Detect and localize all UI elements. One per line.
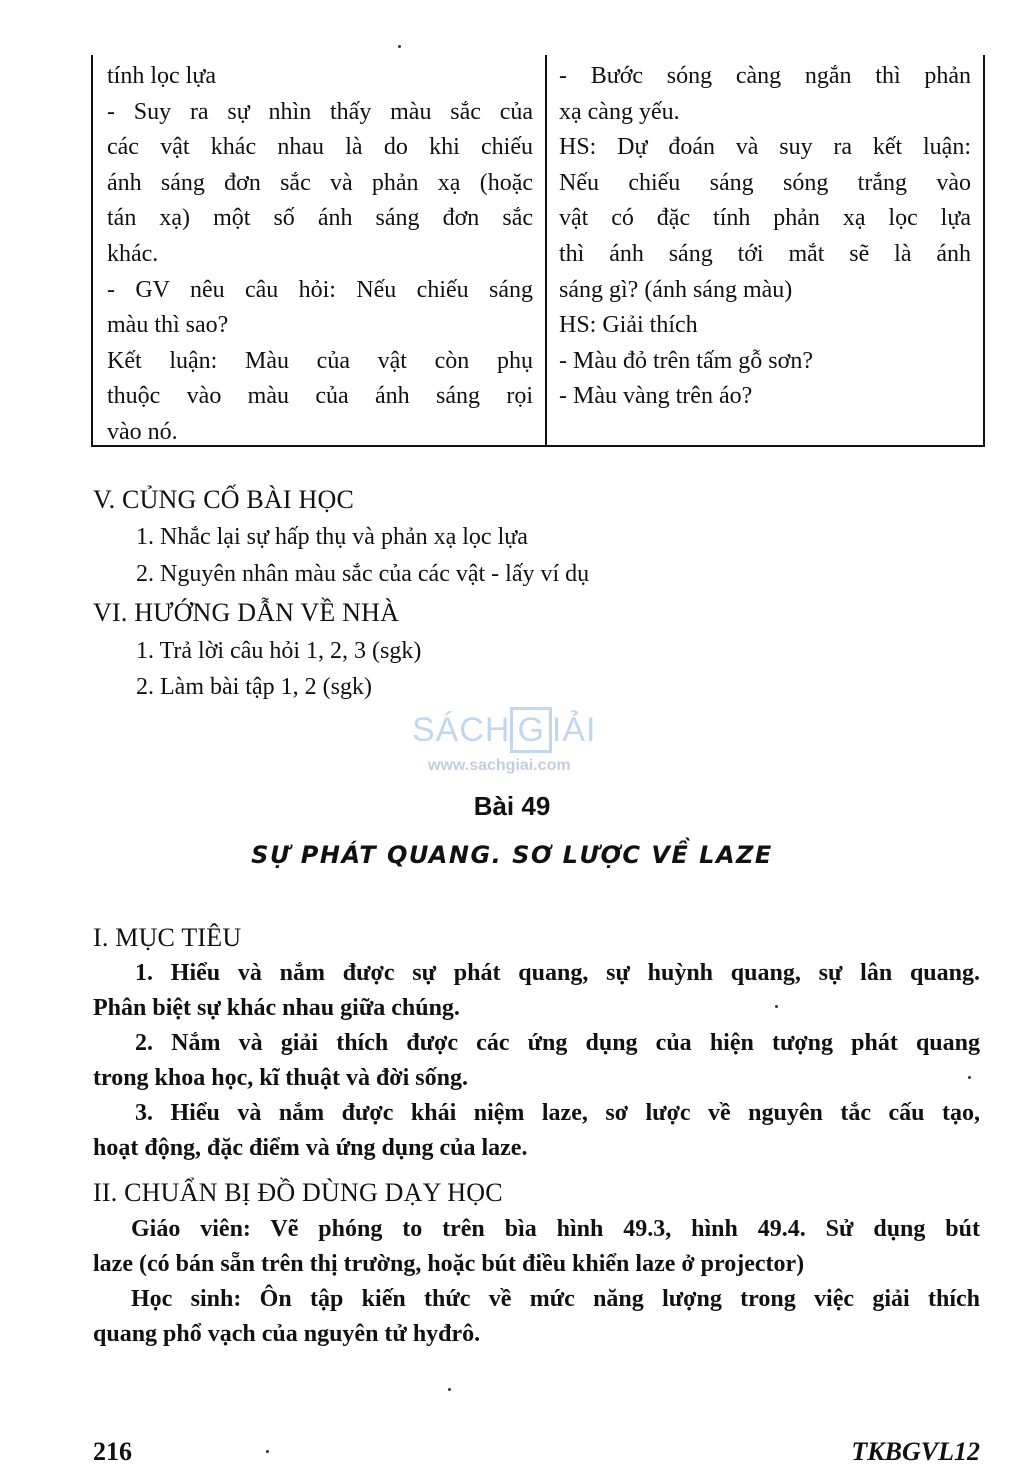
student-activity-column: [547, 55, 983, 445]
table-right-line: - Màu đỏ trên tấm gỗ sơn?: [559, 347, 813, 374]
section-5-heading: V. CỦNG CỐ BÀI HỌC: [93, 485, 354, 514]
preparation-line: Giáo viên: Vẽ phóng to trên bìa hình 49.3, hình 49.4. Sử dụng bút: [131, 1216, 980, 1242]
lesson-title: SỰ PHÁT QUANG. SƠ LƯỢC VỀ LAZE: [251, 841, 773, 869]
watermark-url: www.sachgiai.com: [428, 757, 571, 774]
table-right-line: Nếu chiếu sáng sóng trắng vào: [559, 169, 971, 196]
objectives-line: 3. Hiểu và nắm được khái niệm laze, sơ lược về nguyên tắc cấu tạo,: [135, 1100, 980, 1126]
watermark-logo: [412, 693, 612, 783]
watermark-g-box: G: [510, 707, 551, 753]
table-right-line: sáng gì? (ánh sáng màu): [559, 276, 793, 303]
teacher-activity-column: [93, 55, 547, 445]
preparation-line: quang phổ vạch của nguyên tử hyđrô.: [93, 1321, 481, 1347]
objectives-heading: I. MỤC TIÊU: [93, 923, 242, 952]
scan-speck: [266, 1450, 269, 1453]
table-left-line: tán xạ) một số ánh sáng đơn sắc: [107, 205, 533, 232]
table-left-line: - GV nêu câu hỏi: Nếu chiếu sáng: [107, 276, 533, 303]
table-left-line: màu thì sao?: [107, 312, 229, 339]
objectives-line: hoạt động, đặc điểm và ứng dụng của laze.: [93, 1135, 528, 1161]
table-right-line: - Màu vàng trên áo?: [559, 383, 753, 410]
table-left-line: ánh sáng đơn sắc và phản xạ (hoặc: [107, 169, 533, 196]
watermark-brand-left: SÁCH: [412, 711, 511, 749]
preparation-heading: II. CHUẨN BỊ ĐỒ DÙNG DẠY HỌC: [93, 1178, 503, 1207]
preparation-line: Học sinh: Ôn tập kiến thức về mức năng lượng trong việc giải thích: [131, 1286, 980, 1312]
preparation-body: [93, 1212, 980, 1352]
scan-speck: [968, 1076, 971, 1079]
table-right-line: HS: Giải thích: [559, 312, 698, 339]
table-right-line: HS: Dự đoán và suy ra kết luận:: [559, 134, 971, 161]
objectives-body: [93, 956, 980, 1166]
table-left-line: Kết luận: Màu của vật còn phụ: [107, 347, 533, 374]
section-5-item: 1. Nhắc lại sự hấp thụ và phản xạ lọc lựa: [136, 524, 528, 550]
table-right-line: thì ánh sáng tới mắt sẽ là ánh: [559, 240, 971, 267]
objectives-line: trong khoa học, kĩ thuật và đời sống.: [93, 1065, 468, 1091]
preparation-line: laze (có bán sẵn trên thị trường, hoặc bút điều khiển laze ở projector): [93, 1251, 805, 1277]
section-6-heading: VI. HƯỚNG DẪN VỀ NHÀ: [93, 598, 400, 627]
table-left-line: thuộc vào màu của ánh sáng rọi: [107, 383, 533, 410]
page-number: 216: [93, 1437, 132, 1466]
scan-speck: [398, 45, 401, 48]
section-6-item: 2. Làm bài tập 1, 2 (sgk): [136, 674, 372, 700]
objectives-line: 2. Nắm và giải thích được các ứng dụng của hiện tượng phát quang: [135, 1030, 980, 1056]
table-left-line: các vật khác nhau là do khi chiếu: [107, 134, 533, 161]
objectives-line: Phân biệt sự khác nhau giữa chúng.: [93, 995, 460, 1021]
section-5-item: 2. Nguyên nhân màu sắc của các vật - lấy ví dụ: [136, 561, 590, 587]
section-6-item: 1. Trả lời câu hỏi 1, 2, 3 (sgk): [136, 638, 422, 664]
table-right-line: - Bước sóng càng ngắn thì phản: [559, 63, 971, 89]
scan-speck: [775, 1005, 778, 1008]
scan-speck: [448, 1388, 451, 1391]
table-left-line: - Suy ra sự nhìn thấy màu sắc của: [107, 98, 533, 125]
table-right-line: vật có đặc tính phản xạ lọc lựa: [559, 205, 971, 232]
lesson-number: Bài 49: [473, 791, 551, 821]
table-left-line: tính lọc lựa: [107, 63, 216, 89]
lesson-table: [91, 55, 985, 447]
table-left-line: vào nó.: [107, 418, 178, 445]
table-left-line: khác.: [107, 240, 159, 267]
watermark-brand-right: IẢI: [551, 711, 597, 749]
book-code: TKBGVL12: [851, 1437, 980, 1466]
objectives-line: 1. Hiểu và nắm được sự phát quang, sự huỳnh quang, sự lân quang.: [135, 960, 980, 986]
table-right-line: xạ càng yếu.: [559, 98, 680, 125]
